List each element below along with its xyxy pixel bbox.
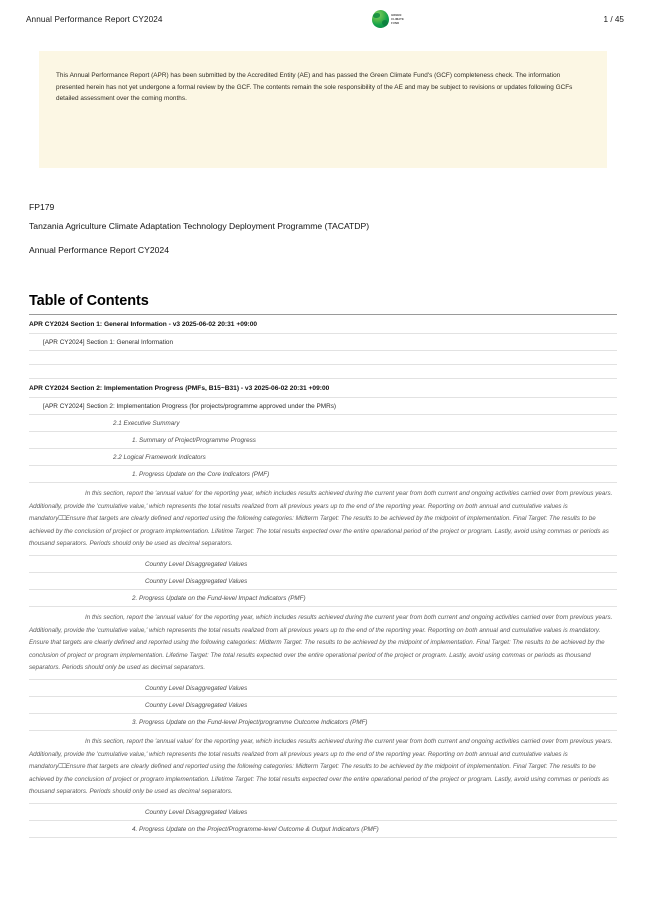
toc-row-list — [29, 315, 617, 838]
document-title-block — [29, 198, 646, 260]
toc-spacer-row — [29, 351, 617, 365]
toc-description-paragraph: In this section, report the 'annual value' for the reporting year, which includes results achieved during the current year from both current and ongoing activities carried over from previous years. Additionally, provide the 'cumulative value,' which represents the total results realized from all previous years up to the end of the reporting year. Reporting on both annual and cumulative values is mandatory⎕⎕Ensure that targets are clearly defined and reported using the following categories: Midterm Target: The results to be achieved by the midpoint of implementation. Final Target: The results to be achieved by the conclusion of project or program implementation. Lifetime Target: The total results expected over the entire operational period of the project or program. Lastly, avoid using commas or periods as thousand separators. Periods should only be used as decimal separators. — [29, 483, 617, 556]
toc-description-paragraph: In this section, report the 'annual value' for the reporting year, which includes results achieved during the current year from both current and ongoing activities carried over from previous years. Additionally, provide the 'cumulative value,' which represents the total results realized from all previous years up to the end of the reporting year. Reporting on both annual and cumulative values is mandatory. Ensure that targets are clearly defined and reported using the following categories: Midterm Target: The results to be achieved by the midpoint of implementation. Final Target: The results to be achieved by the conclusion of project or program implementation. Lifetime Target: The total results expected over the entire operational period of the project or program. Lastly, avoid using commas or periods as thousand separators. Periods should only be used as decimal separators. — [29, 607, 617, 680]
toc-entry-row[interactable]: 2. Progress Update on the Fund-level Impact Indicators (PMF) — [29, 590, 617, 607]
toc-entry-row[interactable]: Country Level Disaggregated Values — [29, 556, 617, 573]
toc-entry-row[interactable]: [APR CY2024] Section 2: Implementation Progress (for projects/programme approved under the PMRs) — [29, 398, 617, 415]
missing-glyph-icon: ⎕⎕ — [58, 515, 66, 523]
toc-entry-row[interactable]: 4. Progress Update on the Project/Programme-level Outcome & Output Indicators (PMF) — [29, 821, 617, 838]
logo-line-green: GREEN — [391, 13, 402, 17]
completeness-notice-box — [39, 51, 607, 168]
funding-proposal-code: FP179 — [29, 202, 55, 212]
missing-glyph-icon: ⎕⎕ — [58, 763, 66, 771]
toc-entry-row[interactable]: Country Level Disaggregated Values — [29, 573, 617, 590]
programme-name: Tanzania Agriculture Climate Adaptation Technology Deployment Programme (TACATDP) — [29, 221, 370, 231]
table-of-contents — [29, 293, 617, 838]
toc-entry-row[interactable]: 2.2 Logical Framework Indicators — [29, 449, 617, 466]
completeness-notice-text: This Annual Performance Report (APR) has been submitted by the Accredited Entity (AE) and has passed the Green Climate Fund's (GCF) completeness check. The information presented herein has not yet undergone a formal review by the GCF. The contents remain the sole responsibility of the AE and may be subject to revisions or updates following GCFs detailed assessment over the coming months. — [56, 72, 573, 103]
toc-entry-row[interactable]: Country Level Disaggregated Values — [29, 697, 617, 714]
toc-entry-row[interactable]: 3. Progress Update on the Fund-level Project/programme Outcome Indicators (PMF) — [29, 714, 617, 731]
toc-spacer-row — [29, 365, 617, 379]
page-header — [0, 0, 646, 34]
toc-section-row[interactable]: APR CY2024 Section 2: Implementation Progress (PMFs, B15~B31) - v3 2025-06-02 20:31 +09:00 — [29, 379, 617, 398]
toc-entry-row[interactable]: 1. Summary of Project/Programme Progress — [29, 432, 617, 449]
report-name: Annual Performance Report CY2024 — [29, 245, 169, 255]
toc-description-paragraph: In this section, report the 'annual value' for the reporting year, which includes results achieved during the current year from both current and ongoing activities carried over from previous years. Additionally, provide the 'cumulative value,' which represents the total results realized from all previous years up to the end of the reporting year. Reporting on both annual and cumulative values is mandatory⎕⎕Ensure that targets are clearly defined and reported using the following categories: Midterm Target: The results to be achieved by the midpoint of implementation. Final Target: The results to be achieved by the conclusion of project or program implementation. Lifetime Target: The total results expected over the entire operational period of the project or program. Lastly, avoid using commas or periods as thousand separators. Periods should only be used as decimal separators. — [29, 731, 617, 804]
gcf-logo — [372, 10, 404, 28]
toc-entry-row[interactable]: Country Level Disaggregated Values — [29, 804, 617, 821]
logo-line-fund: FUND — [391, 22, 400, 26]
toc-entry-row[interactable]: 1. Progress Update on the Core Indicators (PMF) — [29, 466, 617, 483]
gcf-wordmark — [391, 13, 404, 26]
header-report-title: Annual Performance Report CY2024 — [26, 14, 163, 24]
toc-entry-row[interactable]: [APR CY2024] Section 1: General Information — [29, 334, 617, 351]
toc-heading: Table of Contents — [29, 293, 149, 309]
toc-entry-row[interactable]: 2.1 Executive Summary — [29, 415, 617, 432]
toc-section-row[interactable]: APR CY2024 Section 1: General Information - v3 2025-06-02 20:31 +09:00 — [29, 315, 617, 334]
page-number-indicator: 1 / 45 — [603, 14, 624, 24]
globe-icon — [372, 10, 389, 28]
logo-line-climate: CLIMATE — [391, 17, 404, 21]
toc-entry-row[interactable]: Country Level Disaggregated Values — [29, 680, 617, 697]
